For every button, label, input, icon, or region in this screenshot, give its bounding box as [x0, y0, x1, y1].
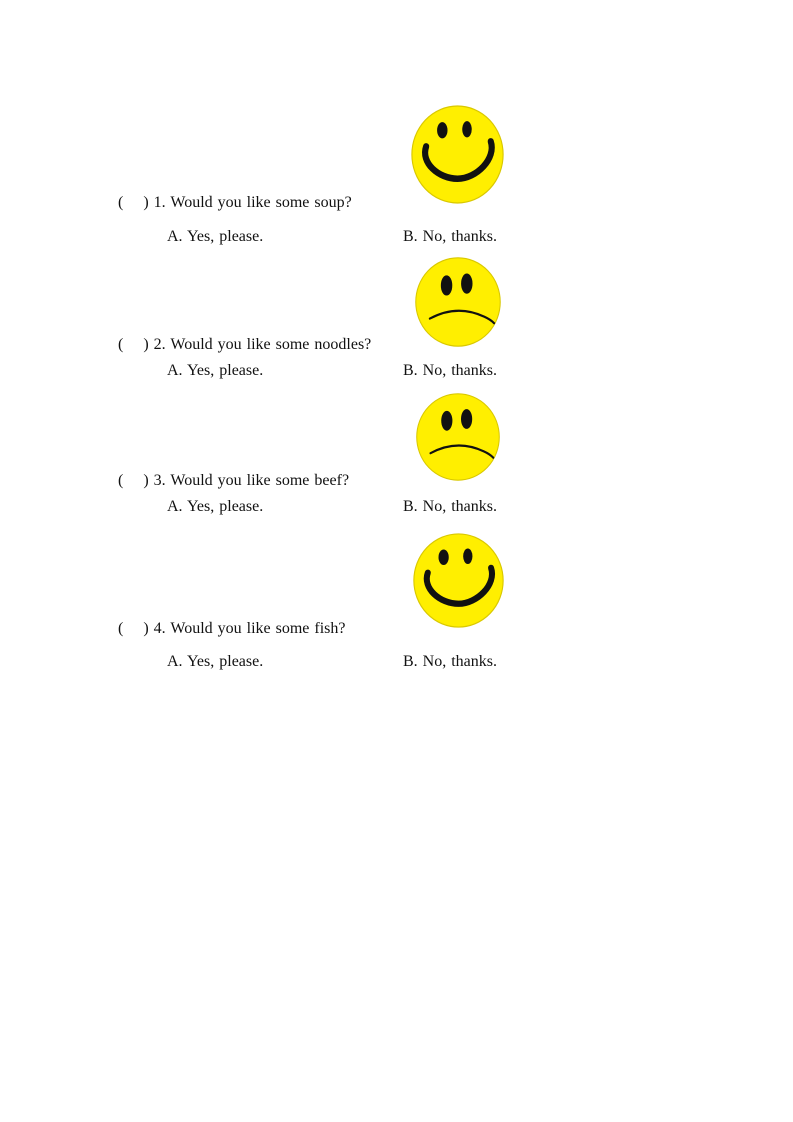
- question-1-line: [118, 194, 352, 211]
- question-4-option-b: B. No, thanks.: [403, 653, 497, 670]
- question-text: Would you like some beef?: [170, 472, 350, 489]
- smiley-sad-icon: [414, 256, 502, 348]
- question-text: Would you like some noodles?: [170, 336, 372, 353]
- smiley-left-eye: [437, 122, 447, 138]
- smiley-left-eye: [439, 549, 449, 565]
- smiley-face-circle: [417, 394, 500, 480]
- question-text: Would you like some fish?: [170, 620, 346, 637]
- smiley-right-eye: [462, 121, 472, 137]
- smiley-left-eye: [441, 411, 452, 431]
- question-2-option-b: B. No, thanks.: [403, 362, 497, 379]
- question-1-option-a: A. Yes, please.: [167, 228, 264, 245]
- question-text: Would you like some soup?: [170, 194, 352, 211]
- smiley-right-eye: [463, 548, 472, 564]
- answer-bracket: ( ) 2.: [118, 336, 166, 353]
- smiley-sad-icon: [415, 392, 501, 482]
- answer-bracket: ( ) 3.: [118, 472, 166, 489]
- question-2-option-a: A. Yes, please.: [167, 362, 264, 379]
- smiley-right-eye: [461, 409, 472, 429]
- question-2-line: [118, 336, 371, 353]
- answer-bracket: ( ) 1.: [118, 194, 166, 211]
- question-3-option-b: B. No, thanks.: [403, 498, 497, 515]
- smiley-face-circle: [416, 258, 500, 346]
- question-3-option-a: A. Yes, please.: [167, 498, 264, 515]
- smiley-left-eye: [441, 275, 452, 295]
- smiley-happy-icon: [410, 104, 505, 205]
- smiley-happy-icon: [412, 532, 505, 629]
- question-4-option-a: A. Yes, please.: [167, 653, 264, 670]
- question-4-line: [118, 620, 346, 637]
- question-3-line: [118, 472, 349, 489]
- answer-bracket: ( ) 4.: [118, 620, 166, 637]
- question-1-option-b: B. No, thanks.: [403, 228, 497, 245]
- smiley-right-eye: [461, 273, 472, 293]
